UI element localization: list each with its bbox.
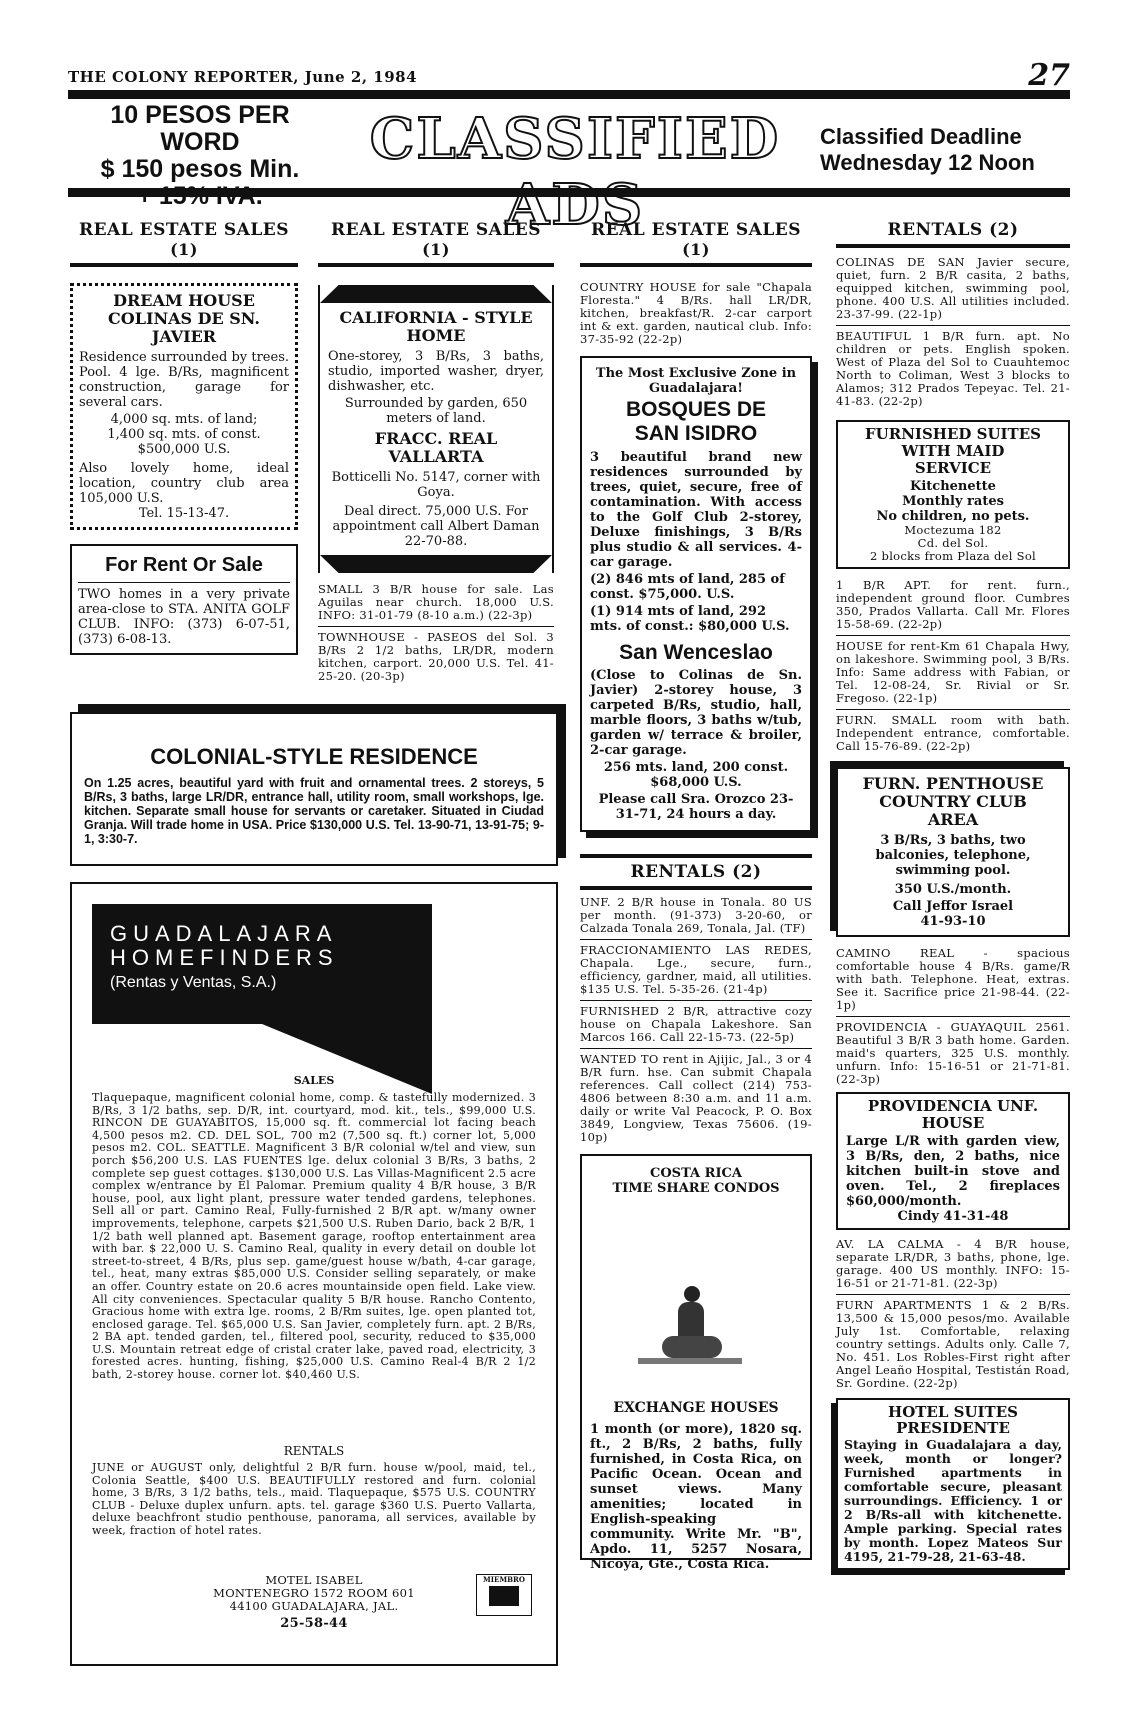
california-title-3: FRACC. REAL VALLARTA: [374, 429, 498, 466]
rental-km61: HOUSE for rent-Km 61 Chapala Hwy, on lakeshore. Swimming pool, 3 B/Rs. Info: Same address with Fabian, or Tel. 12-08-24, Sr. Rivial or Sr. Fregoso. (22-1p): [836, 639, 1070, 705]
country-house-ad: COUNTRY HOUSE for sale "Chapala Floresta." 4 B/Rs. hall LR/DR, kitchen, breakfast/R. 2-car carport int & ext. garden, nautical club. Info: 37-35-92 (22-2p): [580, 280, 812, 346]
suites-t1: FURNISHED SUITES: [865, 425, 1041, 443]
california-title-1: CALIFORNIA - STYLE: [339, 308, 533, 327]
rental-chapala: FURNISHED 2 B/R, attractive cozy house on Chapala Lakeshore. San Marcos 166. Call 22-15-73. (22-5p): [580, 1004, 812, 1044]
california-body-2: Surrounded by garden, 650 meters of land.: [344, 396, 528, 426]
rental-small-room: FURN. SMALL room with bath. Independent entrance, comfortable. Call 15-76-89. (22-2p): [836, 713, 1070, 753]
deadline-line-2: Wednesday 12 Noon: [820, 150, 1035, 175]
dream-house-ad: [70, 283, 298, 530]
suites-t8: Cd. del Sol.: [917, 536, 989, 550]
bosques-body-6: Please call Sra. Orozco 23-31-71, 24 hours a day.: [598, 792, 794, 822]
providencia-call: Cindy 41-31-48: [897, 1209, 1009, 1224]
column-2: [318, 220, 554, 683]
furnished-suites-ad: [836, 420, 1070, 569]
dream-line-1: 4,000 sq. mts. of land;: [110, 412, 258, 427]
homefinders-line-3: (Rentas y Ventas, S.A.): [110, 974, 277, 991]
bosques-title-2: SAN ISIDRO: [634, 422, 758, 445]
providencia-ad: [836, 1092, 1070, 1230]
for-rent-body: TWO homes in a very private area-close to STA. ANITA GOLF CLUB. INFO: (373) 6-07-51, (373) 6-08-13.: [78, 587, 290, 647]
providencia-body: Large L/R with garden view, 3 B/Rs, den, 2 baths, nice kitchen built-in stove and oven. Tel., 2 fireplaces $60,000/month.: [846, 1134, 1060, 1209]
column-3-sub: (1): [682, 240, 710, 259]
costa-rica-ad: [580, 1154, 812, 1572]
california-ad: [318, 285, 554, 573]
colonial-body: On 1.25 acres, beautiful yard with fruit and ornamental trees. 2 storeys, 5 B/Rs, 3 baths, large LR/DR, entrance hall, utility room, small workshops, lge. kitchen. Separate small house for servants or caretaker. Situated in Ciudad Granja. Will trade home in USA. Price $130,000 U.S. Tel. 13-90-71, 13-91-75; 9-1, 3:30-7.: [84, 776, 544, 846]
column-3-header: [580, 220, 812, 267]
rate-line-2: $ 150 pesos Min.: [100, 155, 300, 183]
sales-text: Tlaquepaque, magnificent colonial home, comp. & tastefully modernized. 3 B/Rs, 3 1/2 baths, sep. D/R, int. courtyard, mod. kit., tels., $99,000 U.S. RINCON DE GUAYABITOS, 15,000 sq. ft. commercial lot facing beach 4,500 pesos m2. CD. DEL SOL, 700 m2 (7,500 sq. ft.) corner lot, 5,000 pesos m2. COL. SEATTLE. Magnificent 3 B/R colonial w/tel and view, sun porch $56,200 U.S. LAS FUENTES lge. delux colonial 3 B/Rs, 3 baths, 2 complete sep guest cottages. $130,000 U.S. Las Villas-Magnificent 2.5 acre complex w/entrance by El Palomar. Premium quality 4 B/R house, 3 B/R house, pool, aux light plant, pressure water tended gardens, telephones. Sell all or part. Camino Real, Fully-furnished 2 B/R apt. w/many owner improvements, telephone, carpets $21,500 U.S. Ruben Dario, back 2 B/R, 1 1/2 bath well planned apt. Basement garage, rooftop entertainment area with bar. $ 22,000 U. S. Camino Real, quality in every detail on double lot street-to-street, 4 B/Rs, plus sep. game/guest house w/bath, 4-car garage, tel., heat, many extras $85,000 U.S. Consider selling separately, or make an offer. Country estate on 20.6 acres mountainside open field. Lake view. All city conveniences. Spectacular quality 5 B/R house. Rancho Contento, Gracious home with extra lge. rooms, 2 B/Rm suites, lge. open planted tot, enclosed garage. Tel. $65,000 U.S. San Javier, completely furn. apt. 2 B/Rs, 2 BA apt. tended garden, tel., filtered pool, security, reduced to $35,000 U.S. Mountain retreat edge of cristal crater lake, paved road, electricity, 3 forested acres. hunting, fishing, $25,000 U.S. Camino Real-4 B/R 2 1/2 bath, 2-storey house. corner lot. $40,460 U.S.: [92, 1091, 536, 1382]
rental-tonala: UNF. 2 B/R house in Tonala. 80 US per month. (91-373) 3-20-60, or Calzada Tonala 269, Tonala, Jal. (TF): [580, 895, 812, 935]
rental-la-calma: AV. LA CALMA - 4 B/R house, separate LR/DR, 3 baths, phone, lge. garage. 400 US monthly. INFO: 15-16-51 or 21-71-81. (22-3p): [836, 1237, 1070, 1290]
dream-title-2: COLINAS DE SN.: [108, 309, 260, 328]
california-top-band: [320, 285, 552, 303]
small-house-ad: SMALL 3 B/R house for sale. Las Aguilas near church. 18,000 U.S. INFO: 31-01-79 (8-10 a.m.) (22-3p): [318, 582, 554, 622]
column-2-header: [318, 220, 554, 267]
rentals-2-header: RENTALS (2): [580, 854, 812, 890]
california-body-1: One-storey, 3 B/Rs, 3 baths, studio, imported washer, dryer, dishwasher, etc.: [328, 349, 544, 394]
masthead-rule-bottom: [68, 188, 1070, 197]
bosques-title-1: BOSQUES DE: [625, 398, 767, 421]
presidente-t1: HOTEL SUITES: [888, 1403, 1018, 1421]
sales-head: SALES: [293, 1074, 335, 1087]
suites-t4: Kitchenette: [910, 479, 996, 494]
rental-camino-real: CAMINO REAL - spacious comfortable house 4 B/Rs. game/R with bath. Telephone. Heat, extras. See it. Sacrifice price 21-98-44. (22-1p): [836, 946, 1070, 1012]
rate-line-1: 10 PESOS PER WORD: [110, 101, 290, 156]
dream-title-1: DREAM HOUSE: [113, 291, 255, 310]
column-2-sub: (1): [422, 240, 450, 259]
california-body-4: Deal direct. 75,000 U.S. For appointment call Albert Daman 22-70-88.: [332, 504, 540, 549]
costa-title-2: TIME SHARE CONDOS: [612, 1181, 780, 1196]
california-title-2: HOME: [406, 326, 466, 345]
rental-providencia-guayaquil: PROVIDENCIA - GUAYAQUIL 2561. Beautiful 3 B/R 3 bath home. Garden. maid's quarters, 325 U.S. monthly. unfurn. Info: 15-16-51 or 21-71-81. (22-3p): [836, 1020, 1070, 1086]
homefinders-banner: [92, 904, 432, 1024]
column-3-title: REAL ESTATE SALES: [590, 220, 802, 240]
for-rent-ad: [70, 544, 298, 655]
dream-title-3: JAVIER: [151, 327, 217, 346]
san-wenceslao-title: San Wenceslao: [619, 641, 773, 664]
homefinders-line-1: GUADALAJARA: [110, 921, 338, 946]
deadline-block: [820, 124, 1070, 176]
beach-photo: [638, 1266, 742, 1386]
bosques-intro: The Most Exclusive Zone in Guadalajara!: [595, 366, 797, 396]
dream-line-3: $500,000 U.S.: [137, 442, 231, 457]
exchange-title: EXCHANGE HOUSES: [613, 1400, 779, 1416]
column-4-header: [836, 220, 1070, 248]
penthouse-tel: 41-93-10: [920, 914, 986, 929]
member-logo: [476, 1574, 532, 1616]
bosques-body-1: 3 beautiful brand new residences surrounded by trees, quiet, secure, free of contamination. With access to the Golf Club 2-storey, Deluxe finishings, 3 B/Rs plus studio & all services. 4-car garage.: [590, 450, 802, 570]
rate-line-3: + 15% IVA.: [137, 182, 263, 210]
costa-title-1: COSTA RICA: [650, 1166, 742, 1181]
member-logo-text: MIEMBRO: [483, 1575, 525, 1584]
classified-ads-title: CLASSIFIED ADS: [369, 106, 781, 238]
bosques-ad: [580, 356, 812, 832]
for-rent-title: For Rent Or Sale: [105, 554, 263, 576]
penthouse-ad: [836, 767, 1070, 937]
bosques-body-5: 256 mts. land, 200 const. $68,000 U.S.: [603, 760, 789, 790]
suites-t5: Monthly rates: [902, 494, 1004, 509]
bosques-body-2: (2) 846 mts of land, 285 of const. $75,000. U.S.: [590, 572, 785, 602]
suites-t7: Moctezuma 182: [904, 523, 1002, 537]
column-1-title: REAL ESTATE SALES: [78, 220, 290, 240]
column-1-sub: (1): [170, 240, 198, 259]
rental-las-redes: FRACCIONAMIENTO LAS REDES, Chapala. Lge., secure, furn., efficiency, gardner, maid, all utilities. $135 U.S. Tel. 5-35-26. (21-4p): [580, 943, 812, 996]
costa-body: 1 month (or more), 1820 sq. ft., 2 B/Rs, 2 baths, fully furnished, in Costa Rica, on Pacific Ocean. Ocean and sunset views. Many amenities; located in English-speaking community. Write Mr. "B", Apdo. 11, 5257 Nosara, Nicoya, Gte., Costa Rica.: [590, 1422, 802, 1572]
rental-colinas: COLINAS DE SAN Javier secure, quiet, furn. 2 B/R casita, 2 baths, equipped kitchen, swimming pool, phone. 400 U.S. All utilities included. 23-37-99. (22-1p): [836, 255, 1070, 321]
bosques-body-3: (1) 914 mts of land, 292 mts. of const.: $80,000 U.S.: [590, 604, 790, 634]
presidente-ad: [836, 1398, 1070, 1570]
suites-t2: WITH MAID: [901, 442, 1005, 460]
dream-body-2: Also lovely home, ideal location, country club area 105,000 U.S.: [79, 461, 289, 506]
presidente-t2: PRESIDENTE: [896, 1419, 1010, 1437]
colonial-residence-ad: [70, 712, 558, 866]
column-4-title: RENTALS: [887, 220, 983, 240]
deadline-line-1: Classified Deadline: [820, 124, 1022, 149]
motel-line-3: 44100 GUADALAJARA, JAL.: [229, 1599, 399, 1613]
rental-beautiful-apt: BEAUTIFUL 1 B/R furn. apt. No children or pets. English spoken. West of Plaza del Sol to Cuauhtemoc North to Coliman, West 3 blocks to Alamos; 312 Prados Tepeyac. Tel. 21-41-83. (22-2p): [836, 329, 1070, 408]
column-2-title: REAL ESTATE SALES: [330, 220, 542, 240]
masthead-rule-top: [68, 90, 1070, 99]
presidente-body: Staying in Guadalajara a day, week, month or longer? Furnished apartments in comfortable secure, pleasant surroundings. Efficiency. 1 or 2 B/Rs-all with kitchenette. Ample parking. Special rates by month. Lopez Mateos Sur 4195, 21-79-28, 21-63-48.: [844, 1437, 1062, 1564]
rental-1br-apt: 1 B/R APT. for rent. furn., independent ground floor. Cumbres 350, Prados Vallarta. Call Mr. Flores 15-58-69. (22-2p): [836, 578, 1070, 631]
homefinders-ad: [70, 882, 558, 1666]
california-body-3: Botticelli No. 5147, corner with Goya.: [331, 470, 541, 500]
suites-t9: 2 blocks from Plaza del Sol: [869, 549, 1037, 563]
penthouse-call: Call Jeffor Israel: [892, 899, 1014, 914]
publication-line: THE COLONY REPORTER, June 2, 1984: [68, 68, 418, 86]
colonial-title: COLONIAL-STYLE RESIDENCE: [150, 744, 478, 769]
homefinders-line-2: HOMEFINDERS: [110, 945, 339, 970]
penthouse-t3: AREA: [927, 810, 979, 829]
column-1: [70, 220, 298, 655]
dream-tel: Tel. 15-13-47.: [138, 506, 230, 521]
providencia-t1: PROVIDENCIA UNF.: [867, 1097, 1039, 1115]
townhouse-ad: TOWNHOUSE - PASEOS del Sol. 3 B/Rs 2 1/2 baths, LR/DR, modern kitchen, carport. 20,000 U.S. Tel. 41-25-20. (20-3p): [318, 630, 554, 683]
motel-line-4: 25-58-44: [280, 1616, 348, 1631]
penthouse-price: 350 U.S./month.: [894, 882, 1012, 897]
column-1-header: [70, 220, 298, 267]
member-logo-mark: [489, 1586, 519, 1606]
penthouse-body: 3 B/Rs, 3 baths, two balconies, telephone, swimming pool.: [875, 833, 1031, 878]
suites-t6: No children, no pets.: [876, 509, 1030, 524]
dream-body-1: Residence surrounded by trees. Pool. 4 lge. B/Rs, magnificent construction, garage for several cars.: [79, 350, 289, 410]
penthouse-t2: COUNTRY CLUB: [879, 792, 1027, 811]
suites-t3: SERVICE: [914, 459, 992, 477]
penthouse-t1: FURN. PENTHOUSE: [862, 774, 1044, 793]
providencia-t2: HOUSE: [921, 1114, 985, 1132]
motel-line-2: MONTENEGRO 1572 ROOM 601: [213, 1586, 415, 1600]
rentals-text: JUNE or AUGUST only, delightful 2 B/R furn. house w/pool, maid, tel., Colonia Seattle, $400 U.S. BEAUTIFULLY restored and furn. colonial home, 3 B/Rs, 3 1/2 baths, tels., maid. Tlaquepaque, $575 U.S. COUNTRY CLUB - Deluxe duplex unfurn. apts. tel. garage $360 U.S. Puerto Vallarta, deluxe beachfront studio penthouse, panorama, all services, available by week, fraction of hotel rates.: [92, 1461, 536, 1537]
column-4: [836, 220, 1070, 1570]
california-bottom-band: [320, 555, 552, 573]
rentals-head: RENTALS: [283, 1444, 345, 1458]
rental-wanted: WANTED TO rent in Ajijic, Jal., 3 or 4 B/R furn. hse. Can submit Chapala references. Call collect (214) 753-4806 between 8:30 a.m. and 11 a.m. daily or write Val Peacock, P. O. Box 3849, Longview, Texas 75606. (19-10p): [580, 1052, 812, 1144]
column-4-sub: (2): [989, 220, 1019, 240]
dream-line-2: 1,400 sq. mts. of const.: [107, 427, 261, 442]
rental-furn-apartments: FURN APARTMENTS 1 & 2 B/Rs. 13,500 & 15,000 pesos/mo. Available July 1st. Comfortable, relaxing country settings. Adults only. Calle 7, No. 451. Los Robles-First right after Angel Leaño Hospital, Testistán Road, Sr. Gordine. (22-2p): [836, 1298, 1070, 1390]
column-3: [580, 220, 812, 1572]
page-number: 27: [1028, 58, 1070, 93]
motel-line-1: MOTEL ISABEL: [265, 1573, 363, 1587]
bosques-body-4: (Close to Colinas de Sn. Javier) 2-storey house, 3 carpeted B/Rs, studio, hall, marble floors, 3 baths w/tub, garden w/ terrace & broiler, 2-car garage.: [590, 668, 802, 758]
